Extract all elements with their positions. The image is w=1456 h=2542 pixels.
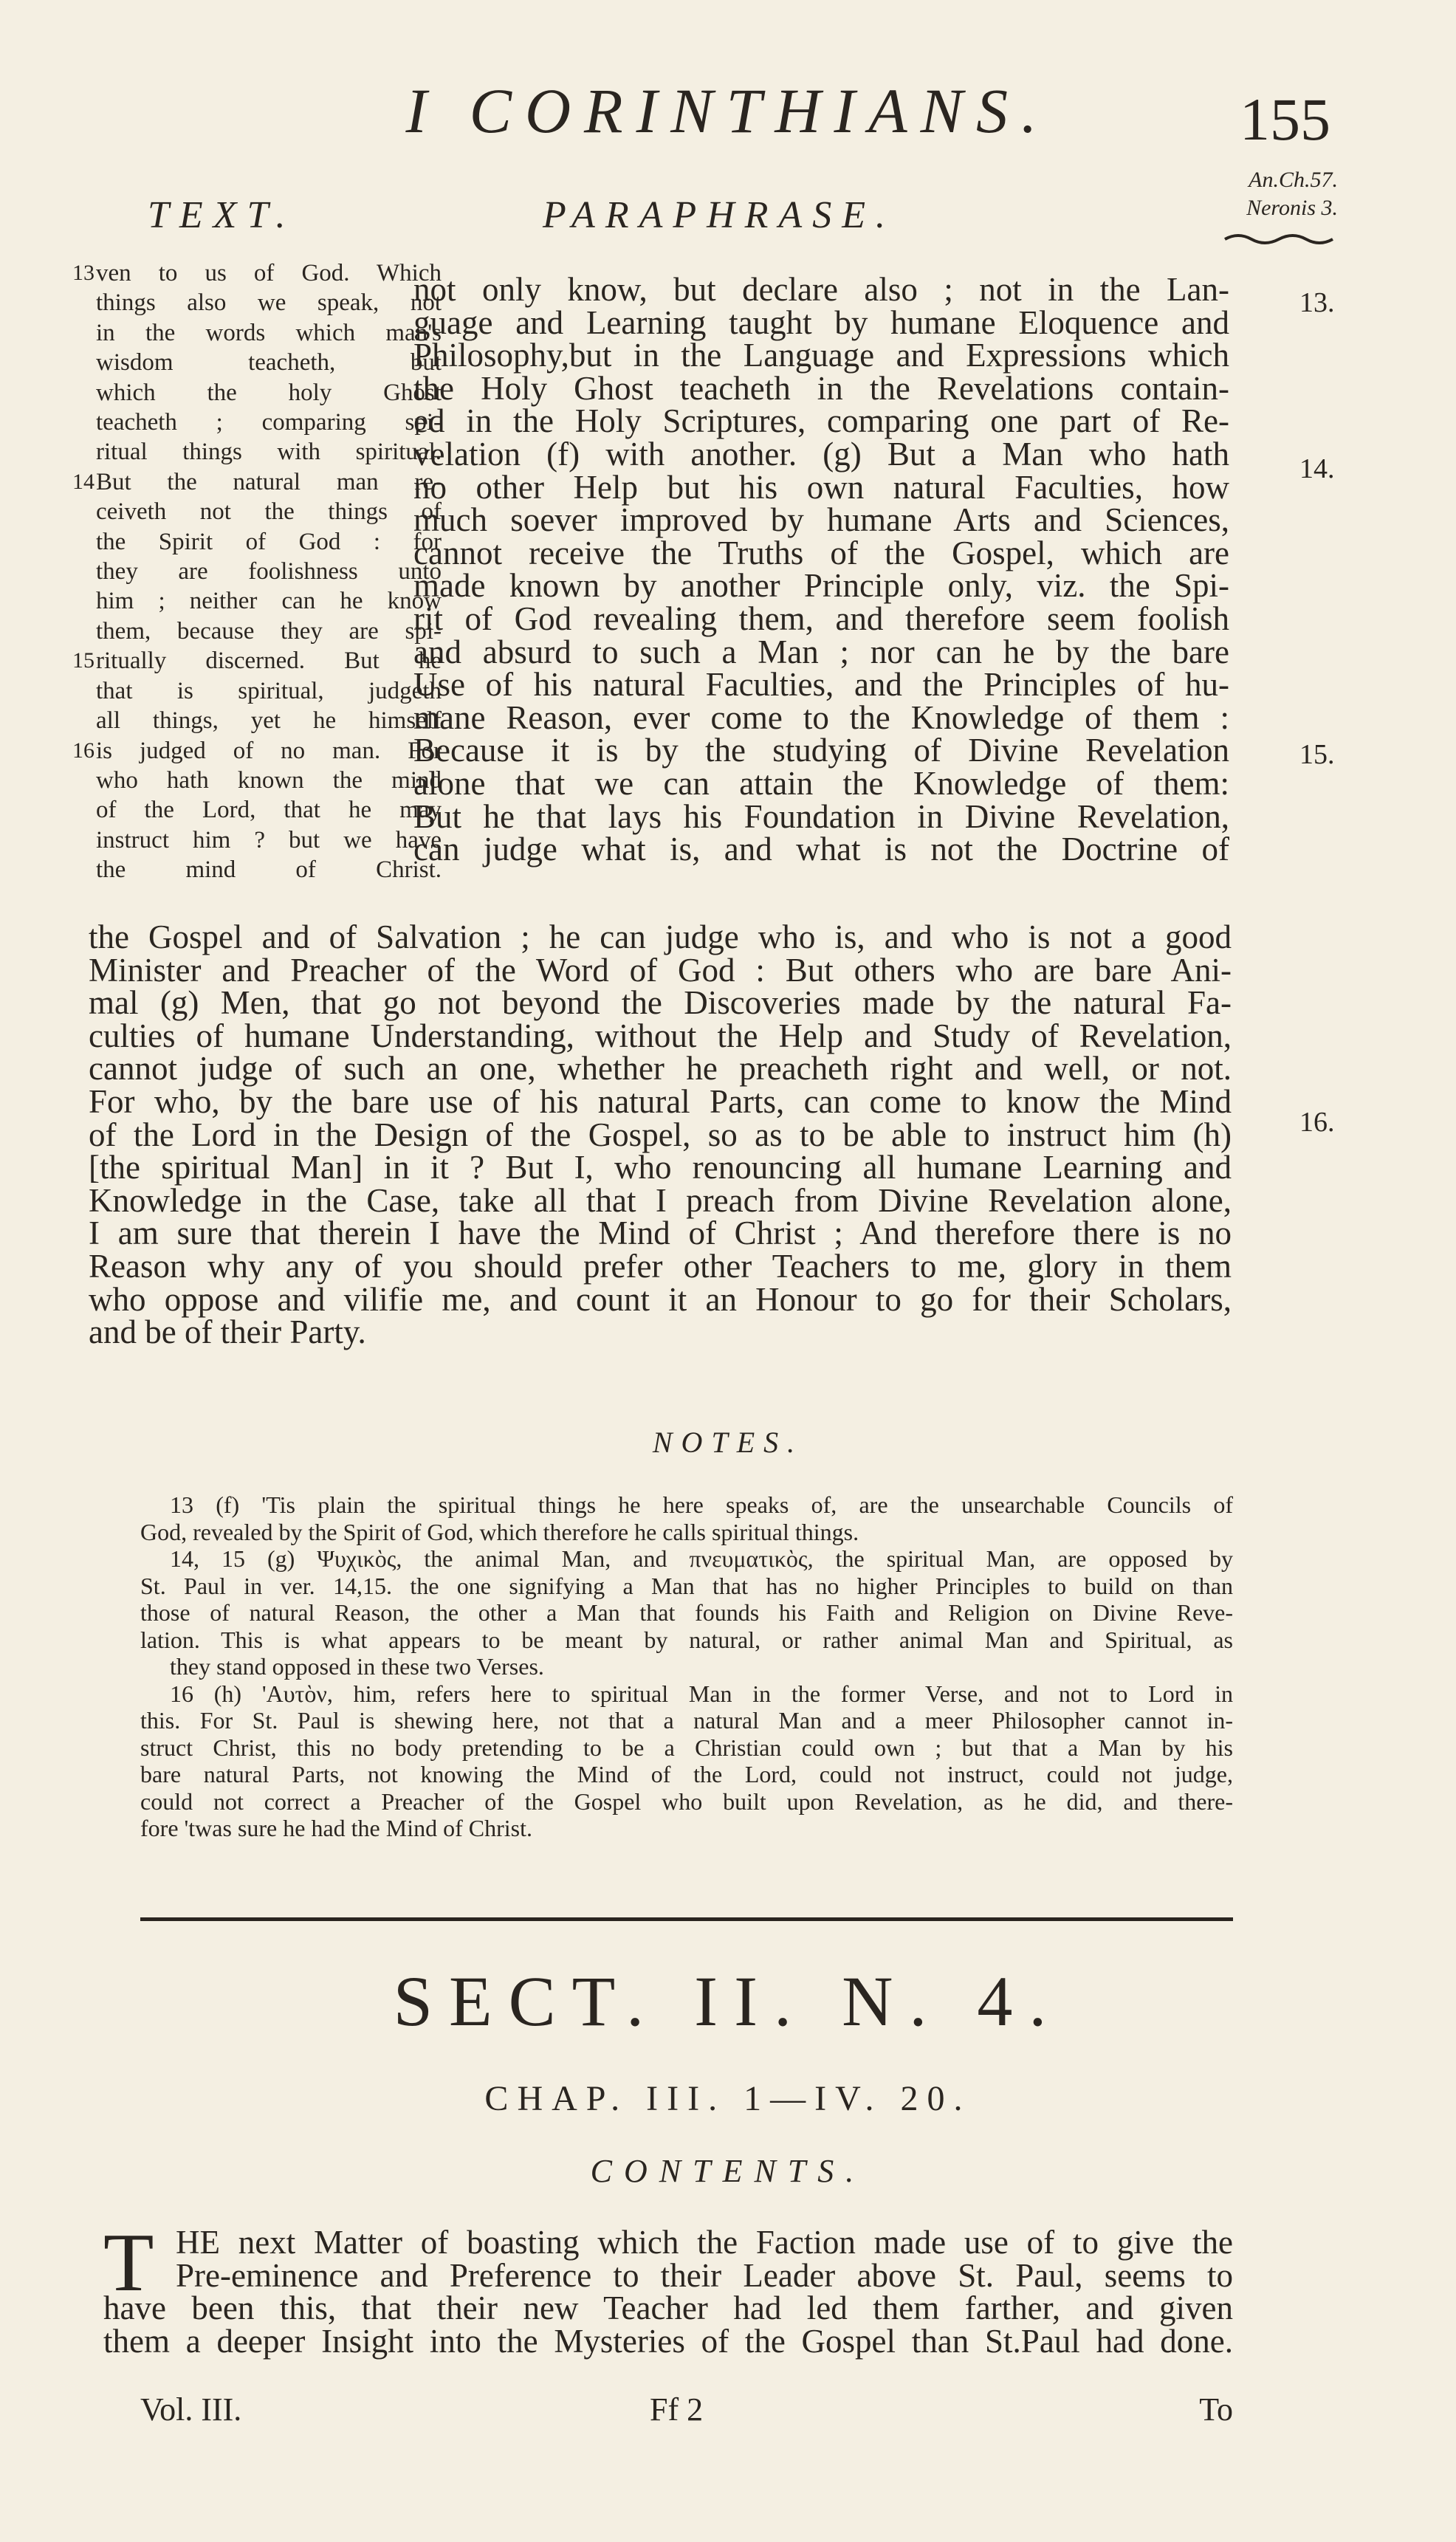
text-content: of the Lord, that he may <box>96 797 442 824</box>
margin-verse-number: 16. <box>1299 1107 1335 1138</box>
text-content: But the natural man re- <box>96 468 442 495</box>
text-line <box>72 497 442 526</box>
annotation-line-2: Neronis 3. <box>1246 196 1338 220</box>
notes-block <box>140 1491 1233 1842</box>
paraphrase-line: For who, by the bare use of his natural Parts, can come to know the Mind <box>89 1082 1232 1120</box>
text-content: they are foolishness unto <box>96 558 442 585</box>
text-line <box>72 855 442 884</box>
text-content: who hath known the mind <box>96 766 442 794</box>
paraphrase-line: mane Reason, ever come to the Knowledge of them : <box>413 698 1229 736</box>
paraphrase-line: Knowledge in the Case, take all that I preach from Divine Revelation alone, <box>89 1181 1232 1219</box>
note-line: they stand opposed in these two Verses. <box>170 1653 544 1680</box>
contents-heading: CONTENTS. <box>590 2153 866 2189</box>
contents-line: them a deeper Insight into the Mysteries of the Gospel than St.Paul had done. <box>103 2322 1233 2360</box>
catchword: To <box>1199 2391 1233 2428</box>
section-divider <box>140 1917 1233 1921</box>
note-line: St. Paul in ver. 14,15. the one signifying a Man that has no higher Principles to build on than <box>140 1572 1233 1599</box>
text-content: things also we speak, not <box>96 289 442 317</box>
text-line <box>72 706 442 735</box>
paraphrase-line: and be of their Party. <box>89 1313 366 1351</box>
text-content: in the words which man's <box>96 319 442 346</box>
paraphrase-line: made known by another Principle only, viz. the Spi- <box>413 567 1229 605</box>
paraphrase-line: alone that we can attain the Knowledge of them: <box>413 764 1229 802</box>
paraphrase-line: much soever improved by humane Arts and Sciences, <box>413 501 1229 539</box>
paraphrase-line: I am sure that therein I have the Mind of Christ ; And therefore there is no <box>89 1215 1232 1252</box>
text-content: teacheth ; comparing spi- <box>96 409 442 436</box>
paraphrase-line: Reason why any of you should prefer other Teachers to me, glory in them <box>89 1247 1232 1285</box>
text-content: ritual things with spiritual. <box>96 439 442 466</box>
contents-line: Pre-eminence and Preference to their Leader above St. Paul, seems to <box>176 2256 1233 2294</box>
contents-body <box>103 2217 1233 2360</box>
paraphrase-line: Because it is by the studying of Divine Revelation <box>413 732 1229 769</box>
margin-annotation <box>1246 166 1338 222</box>
text-line <box>72 646 442 676</box>
text-content: all things, yet he himself <box>96 707 442 735</box>
note-line: lation. This is what appears to be meant by natural, or rather animal Man and Spiritual, as <box>140 1626 1233 1653</box>
margin-verse-number: 14. <box>1299 453 1335 484</box>
text-line <box>72 527 442 557</box>
paraphrase-line: Use of his natural Faculties, and the Principles of hu- <box>413 666 1229 704</box>
note-line: struct Christ, this no body pretending to be a Christian could own ; but that a Man by his <box>140 1734 1233 1761</box>
chapter-range: CHAP. III. 1—IV. 20. <box>484 2079 972 2118</box>
text-content: instruct him ? but we have <box>96 826 442 853</box>
text-content: wisdom teacheth, but <box>96 349 442 377</box>
text-content: is judged of no man. For <box>96 737 442 764</box>
page-number: 155 <box>1240 86 1330 153</box>
note-line: this. For St. Paul is shewing here, not that a natural Man and a meer Philosopher cannot in- <box>140 1707 1233 1734</box>
text-line <box>72 586 442 616</box>
note-line: bare natural Parts, not knowing the Mind of the Lord, could not instruct, could not judge, <box>140 1761 1233 1787</box>
paraphrase-line: of the Lord in the Design of the Gospel, so as to be able to instruct him (h) <box>89 1116 1232 1153</box>
text-line <box>72 825 442 855</box>
paraphrase-line: Minister and Preacher of the Word of God : But others who are bare Ani- <box>89 951 1232 989</box>
text-line <box>72 408 442 437</box>
text-line <box>72 258 442 288</box>
text-content: ritually discerned. But he <box>96 647 442 675</box>
paraphrase-continuation <box>89 918 1232 1351</box>
scripture-text-column <box>72 258 442 885</box>
margin-verse-number: 13. <box>1299 287 1335 318</box>
paraphrase-column-heading: PARAPHRASE. <box>543 194 896 236</box>
text-line <box>72 318 442 348</box>
text-content: him ; neither can he know <box>96 588 442 615</box>
text-content: ven to us of God. Which <box>96 260 442 286</box>
note-line: 16 (h) 'Αυτὸν, him, refers here to spiritual Man in the former Verse, and not to Lord in <box>170 1680 1233 1707</box>
text-line <box>72 288 442 317</box>
text-line <box>72 378 442 408</box>
paraphrase-line: ed in the Holy Scriptures, comparing one part of Re- <box>413 402 1229 440</box>
paraphrase-line: no other Help but his own natural Faculties, how <box>413 468 1229 506</box>
text-content: ceiveth not the things of <box>96 498 442 526</box>
notes-heading: NOTES. <box>652 1426 804 1459</box>
note-line: God, revealed by the Spirit of God, which therefore he calls spiritual things. <box>140 1518 859 1545</box>
text-line <box>72 467 442 497</box>
contents-line: have been this, that their new Teacher had led them farther, and given <box>103 2289 1233 2327</box>
verse-number: 13 <box>72 261 95 285</box>
paraphrase-column <box>413 273 1229 866</box>
paraphrase-line: not only know, but declare also ; not in the Lan- <box>413 271 1229 308</box>
text-line <box>72 437 442 467</box>
paraphrase-line: Philosophy,but in the Language and Expressions which <box>413 337 1229 374</box>
signature-mark: Ff 2 <box>650 2391 704 2428</box>
text-line <box>72 766 442 795</box>
paraphrase-line: cannot receive the Truths of the Gospel, which are <box>413 534 1229 571</box>
verse-number: 16 <box>72 738 95 763</box>
note-line: could not correct a Preacher of the Gospel who built upon Revelation, as he did, and there- <box>140 1787 1233 1815</box>
paraphrase-line: velation (f) with another. (g) But a Man who hath <box>413 435 1229 473</box>
paraphrase-line: But he that lays his Foundation in Divine Revelation, <box>413 797 1229 835</box>
verse-number: 14 <box>72 469 95 494</box>
text-line <box>72 795 442 825</box>
note-line: those of natural Reason, the other a Man that founds his Faith and Religion on Divine Reve- <box>140 1599 1233 1626</box>
volume-label: Vol. III. <box>140 2391 242 2428</box>
note-line: fore 'twas sure he had the Mind of Christ. <box>140 1815 532 1841</box>
text-content: which the holy Ghost <box>96 379 442 406</box>
paraphrase-line: cannot judge of such an one, whether he preacheth right and well, or not. <box>89 1050 1232 1088</box>
ornament-icon <box>1223 230 1334 248</box>
text-line <box>72 616 442 646</box>
contents-line: HE next Matter of boasting which the Faction made use of to give the <box>176 2224 1233 2261</box>
paraphrase-line: rit of God revealing them, and therefore seem foolish <box>413 600 1229 637</box>
paraphrase-line: who oppose and vilifie me, and count it an Honour to go for their Scholars, <box>89 1280 1232 1318</box>
paraphrase-line: the Holy Ghost teacheth in the Revelations contain- <box>413 369 1229 407</box>
note-line: 14, 15 (g) Ψυχικὸς, the animal Man, and πνευματικὸς, the spiritual Man, are opposed by <box>170 1545 1233 1572</box>
text-column-heading: TEXT. <box>148 194 296 236</box>
text-line <box>72 736 442 766</box>
paraphrase-line: and absurd to such a Man ; nor can he by the bare <box>413 633 1229 670</box>
paraphrase-line: [the spiritual Man] in it ? But I, who renouncing all humane Learning and <box>89 1149 1232 1186</box>
running-title: I CORINTHIANS. <box>405 75 1051 146</box>
paraphrase-line: can judge what is, and what is not the Doctrine of <box>413 831 1229 868</box>
text-line <box>72 676 442 706</box>
text-content: the Spirit of God : for <box>96 528 442 555</box>
text-content: them, because they are spi- <box>96 617 442 645</box>
text-line <box>72 348 442 377</box>
drop-cap: T <box>103 2217 154 2309</box>
note-line: 13 (f) 'Tis plain the spiritual things he here speaks of, are the unsearchable Councils of <box>170 1491 1233 1518</box>
paraphrase-line: culties of humane Understanding, without the Help and Study of Revelation, <box>89 1017 1232 1054</box>
text-content: the mind of Christ. <box>96 856 442 884</box>
paraphrase-line: the Gospel and of Salvation ; he can judge who is, and who is not a good <box>89 918 1232 955</box>
annotation-line-1: An.Ch.57. <box>1249 168 1338 192</box>
paraphrase-line: guage and Learning taught by humane Eloquence and <box>413 303 1229 341</box>
paraphrase-line: mal (g) Men, that go not beyond the Discoveries made by the natural Fa- <box>89 984 1232 1022</box>
margin-verse-number: 15. <box>1299 739 1335 770</box>
text-line <box>72 557 442 586</box>
verse-number: 15 <box>72 648 95 673</box>
text-content: that is spiritual, judgeth <box>96 677 442 704</box>
section-title: SECT. II. N. 4. <box>393 1962 1063 2041</box>
